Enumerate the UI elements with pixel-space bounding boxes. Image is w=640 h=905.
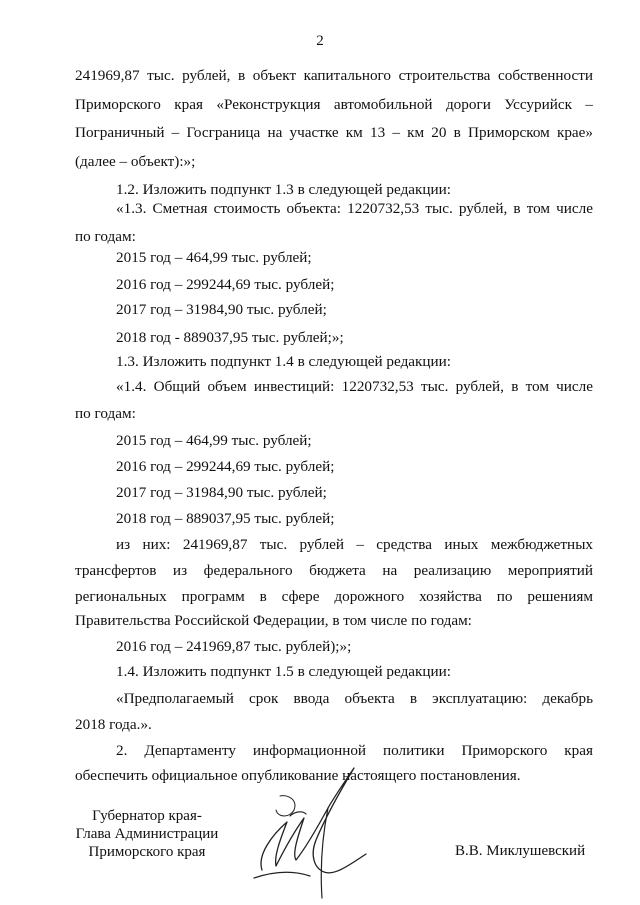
text-line: 1.4. Изложить подпункт 1.5 в следующей редакции: [116, 663, 452, 680]
text-line: «Предполагаемый срок ввода объекта в эксплуатацию: декабрь [116, 690, 593, 707]
text-line: 2015 год – 464,99 тыс. рублей; [116, 249, 312, 266]
text-line: Правительства Российской Федерации, в том числе по годам: [75, 612, 472, 629]
text-line: 1.3. Изложить подпункт 1.4 в следующей редакции: [116, 353, 452, 370]
position-line: Губернатор края- [92, 808, 202, 824]
text-line: 2017 год – 31984,90 тыс. рублей; [116, 301, 327, 318]
signatory-name: В.В. Миклушевский [455, 843, 586, 859]
text-line: «1.4. Общий объем инвестиций: 1220732,53 тыс. рублей, в том числе [116, 378, 593, 395]
text-line: из них: 241969,87 тыс. рублей – средства иных межбюджетных [116, 536, 593, 553]
page-number: 2 [316, 33, 324, 49]
position-line: Приморского края [88, 844, 206, 860]
text-line: «1.3. Сметная стоимость объекта: 1220732,53 тыс. рублей, в том числе [116, 200, 593, 217]
text-line: по годам: [75, 228, 136, 245]
text-line: 241969,87 тыс. рублей, в объект капитального строительства собственности [75, 67, 593, 84]
text-line: 2018 год - 889037,95 тыс. рублей;»; [116, 329, 344, 346]
text-line: 2018 год – 889037,95 тыс. рублей; [116, 510, 335, 527]
text-line: 2016 год – 241969,87 тыс. рублей);»; [116, 638, 352, 655]
text-line: 2015 год – 464,99 тыс. рублей; [116, 432, 312, 449]
text-line: Пограничный – Госграница на участке км 13 – км 20 в Приморском крае» [75, 124, 593, 141]
text-line: (далее – объект):»; [75, 153, 196, 170]
text-line: 1.2. Изложить подпункт 1.3 в следующей редакции: [116, 181, 452, 198]
text-line: региональных программ в сфере дорожного хозяйства по решениям [75, 588, 593, 605]
text-line: 2016 год – 299244,69 тыс. рублей; [116, 276, 335, 293]
text-line: 2017 год – 31984,90 тыс. рублей; [116, 484, 327, 501]
text-line: 2016 год – 299244,69 тыс. рублей; [116, 458, 335, 475]
text-line: обеспечить официальное опубликование настоящего постановления. [75, 767, 521, 784]
handwritten-signature [232, 760, 382, 900]
text-line: 2018 года.». [75, 716, 152, 733]
text-line: трансфертов из федерального бюджета на реализацию мероприятий [75, 562, 593, 579]
text-line: по годам: [75, 405, 136, 422]
text-line: Приморского края «Реконструкция автомобильной дороги Уссурийск – [75, 96, 593, 113]
position-line: Глава Администрации [75, 826, 219, 842]
signature-position [52, 807, 242, 861]
text-line: 2. Департаменту информационной политики Приморского края [116, 742, 593, 759]
